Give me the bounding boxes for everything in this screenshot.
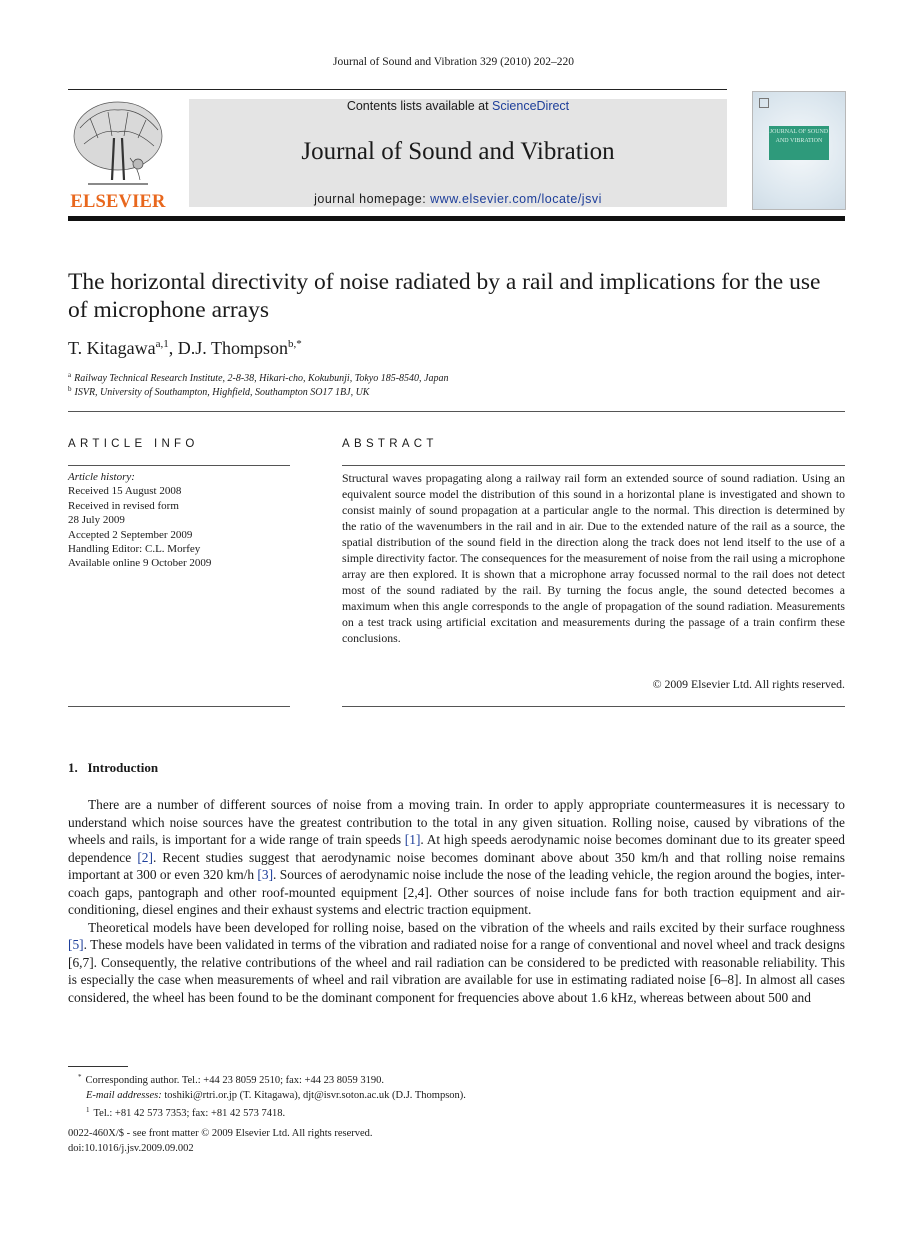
citation-link[interactable]: [1]: [404, 832, 421, 847]
text-run: There are a number of different sources of noise from a moving train. In order to apply appropriate countermeasures it is necessary to understand which noise sources have the greatest contribution to the total in any given situation. Rolling noise, caused by vibrations of the wheels and rails, is important for a wide range of train speeds: [68, 797, 845, 847]
journal-cover-thumbnail: [752, 91, 846, 210]
article-history: [68, 470, 298, 571]
author-name[interactable]: D.J. Thompson: [177, 338, 288, 358]
author-list: T. Kitagawa$^{a,1}$, D.J. Thompson$^{b,*}$: [68, 338, 302, 358]
affiliation: [68, 385, 369, 398]
article-title: The horizontal directivity of noise radiated by a rail and implications for the use of microphone arrays: [68, 269, 821, 323]
header-thick-rule: [68, 216, 845, 221]
footnote-email: [78, 1088, 838, 1103]
footnote-corresponding: [78, 1070, 838, 1088]
abstract-copyright: © 2009 Elsevier Ltd. All rights reserved.: [652, 677, 845, 691]
section-heading-introduction: 1. Introduction: [68, 760, 159, 775]
homepage-line: [189, 192, 727, 206]
history-item: Available online 9 October 2009: [68, 557, 212, 570]
issn-line: 0022-460X/$ - see front matter © 2009 Elsevier Ltd. All rights reserved.: [68, 1128, 373, 1139]
publisher-name: ELSEVIER: [70, 192, 166, 212]
history-item: Received in revised form: [68, 499, 179, 512]
citation-link[interactable]: [3]: [257, 867, 274, 882]
history-item: Accepted 2 September 2009: [68, 528, 193, 541]
divider: [68, 411, 845, 412]
header-rule: [68, 89, 727, 90]
citation-link[interactable]: [2]: [137, 849, 153, 865]
text-run: . At high speeds aerodynamic noise becomes dominant due to its greater speed dependence: [68, 832, 845, 865]
affiliation-text: Railway Technical Research Institute, 2-8-38, Hikari-cho, Kokubunji, Tokyo 185-8540, Japan: [74, 373, 449, 384]
footnote-rule: [68, 1066, 128, 1067]
divider: [68, 465, 290, 466]
body-paragraph: [68, 796, 845, 1006]
cover-title: JOURNAL OF SOUND AND VIBRATION: [769, 126, 829, 160]
footnote-text: Tel.: +81 42 573 7353; fax: +81 42 573 7418.: [93, 1108, 286, 1119]
email-label: E-mail addresses:: [86, 1090, 162, 1101]
footnote-1: [78, 1103, 838, 1121]
front-matter: [68, 1126, 373, 1156]
footnote-mark: 1: [86, 1106, 90, 1114]
footnote-mark: *: [78, 1073, 82, 1081]
affiliation: [68, 371, 449, 384]
article-info-heading: ARTICLE INFO: [68, 438, 199, 450]
footnotes: [78, 1070, 838, 1121]
cover-logo-icon: [759, 98, 769, 108]
email-text[interactable]: toshiki@rtri.or.jp (T. Kitagawa), djt@isvr.soton.ac.uk (D.J. Thompson).: [161, 1090, 466, 1101]
history-item: Received 15 August 2008: [68, 485, 182, 498]
citation-link[interactable]: [5]: [68, 937, 84, 952]
sciencedirect-link[interactable]: ScienceDirect: [492, 99, 570, 113]
divider: [342, 465, 845, 466]
contents-line: [189, 99, 727, 113]
homepage-prefix: journal homepage:: [314, 192, 431, 206]
divider: [342, 706, 845, 707]
running-head: Journal of Sound and Vibration 329 (2010) 202–220: [333, 56, 574, 68]
homepage-link[interactable]: www.elsevier.com/locate/jsvi: [430, 192, 602, 206]
abstract-text: Structural waves propagating along a railway rail form an extended source of sound radiation. Using an equivalent source model the distribution of this sound in a horizontal plane is investigated and shown to consist mainly of sound propagation at a particular angle to the normal. This direction is determined by the ratio of the wavenumbers in the rail and in air. Due to the extended nature of the rail as a source, the spatial distribution of the sound field in the direction along the track does not lend itself to the use of a simple directivity factor. The consequences for the measurement of noise from the rail using a microphone array are then explored. It is shown that a microphone array focussed normal to the rail does not detect most of the sound radiated by the rail. By turning the focus angle, the sound detected becomes a maximum when this angle corresponds to the angle of propagation of the sound radiation. Measurements on a test track using artificial excitation and measurements during the passage of a train confirm these conclusions.: [342, 471, 845, 645]
journal-title: Journal of Sound and Vibration: [301, 138, 615, 165]
text-run: . Recent studies suggest that aerodynamic noise becomes dominant above about 350 km/h and that rolling noise remains important at 300 or even 320 km/h: [68, 849, 845, 882]
divider: [68, 706, 290, 707]
doi-line[interactable]: doi:10.1016/j.jsv.2009.09.002: [68, 1143, 194, 1154]
abstract-heading: ABSTRACT: [342, 438, 438, 450]
history-item: Handling Editor: C.L. Morfey: [68, 543, 201, 556]
history-item: 28 July 2009: [68, 514, 125, 527]
text-run: Theoretical models have been developed for rolling noise, based on the vibration of the wheels and rails excited by their surface roughness: [88, 919, 845, 935]
footnote-text: Corresponding author. Tel.: +44 23 8059 2510; fax: +44 23 8059 3190.: [85, 1075, 384, 1086]
affiliation-text: ISVR, University of Southampton, Highfield, Southampton SO17 1BJ, UK: [74, 387, 370, 398]
author-sup: a,1: [155, 338, 169, 350]
affiliation-key: a: [68, 371, 72, 379]
history-label: Article history:: [68, 471, 135, 483]
affiliation-key: b: [68, 385, 72, 393]
text-run: . Sources of aerodynamic noise include the nose of the leading vehicle, the region around the bogies, inter-coach gaps, pantograph and other roof-mounted equipment [2,4]. Other sources of noise include fans for both traction equipment and air-conditioning, diesel engines and their exhaust systems and electric traction equipment.: [68, 867, 845, 917]
author-name[interactable]: T. Kitagawa: [68, 338, 156, 358]
text-run: . These models have been validated in terms of the vibration and radiated noise for a range of conventional and novel wheel and track designs [6,7]. Consequently, the relative contributions of the wheel and rail radiation can be considered to be predicted with reasonable reliability. This is especially the case when measurements of wheel and rail vibration are available for use in estimating radiated noise [6–8]. In almost all cases considered, the wheel has been found to be the dominant component for frequencies above about 1.6 kHz, whereas between about 500 and: [68, 937, 845, 1005]
contents-prefix: Contents lists available at: [346, 99, 493, 113]
author-sup: b,*: [287, 338, 302, 350]
